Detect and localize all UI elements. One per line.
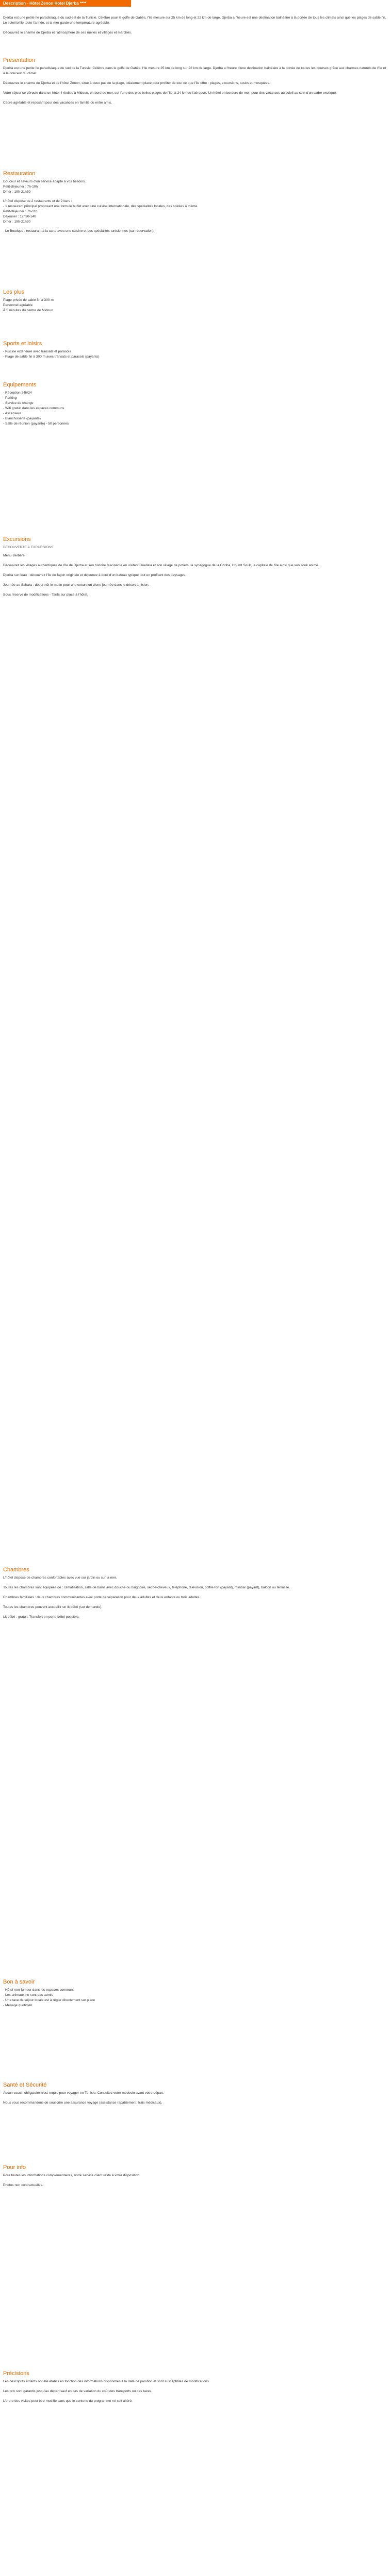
section-title: Précisions [3, 2370, 29, 2377]
list-item: - Salle de réunion (payante) - 50 personnes [3, 422, 69, 426]
paragraph: Découvrez les villages authentiques de l'île de Djerba et son histoire fascinante en visitant Guellala et son village de potiers, la synagogue de la Ghriba, Houmt Souk, la capitale de l'île ainsi que son souk animé. [3, 564, 319, 567]
excursions-section [3, 536, 388, 602]
plus-section [3, 289, 388, 313]
paragraph: Toutes les chambres sont équipées de : climatisation, salle de bains avec douche ou baignoire, sèche-cheveux, téléphone, télévision, coffre-fort (payant), minibar (payant), balcon ou terrasse. [3, 1586, 290, 1589]
list-item: - Une taxe de séjour locale est à régler directement sur place [3, 1998, 95, 2002]
sante-section [3, 2081, 388, 2110]
presentation-section [3, 57, 388, 110]
section-title: Bon à savoir [3, 1979, 35, 1985]
text-line: Déjeuner : 12h30-14h [3, 215, 36, 218]
info-section [3, 2164, 388, 2193]
paragraph: Journée au Sahara : départ tôt le matin pour une excursion d'une journée dans le désert tunisien. [3, 583, 150, 587]
list-item: Personnel agréable [3, 303, 33, 307]
paragraph: Votre séjour se déroule dans un hôtel 4 étoiles à Midoun, en bord de mer, sur l'une des plus belles plages de l'île, à 24 km de l'aéroport. Un hôtel en bordure de mer, pour des vacances au soleil au sein d'un cadre exotique. [3, 91, 337, 95]
list-item: - Ascenseur [3, 412, 21, 415]
restauration-section [3, 170, 388, 234]
list-item: Plage privée de sable fin à 300 m [3, 298, 54, 302]
bon-a-savoir-section [3, 1978, 388, 2008]
section-title: Sports et loisirs [3, 341, 42, 347]
paragraph: Pour toutes les informations complémentaires, notre service client reste à votre disposition. [3, 2174, 140, 2177]
paragraph: Djerba sur l'eau : découvrez l'île de façon originale et déjeunez à bord d'un bateau typique tout en profitant des paysages. [3, 573, 186, 577]
section-title: Pour info [3, 2164, 26, 2171]
text-line: Douceur et saveurs d'un service adapté à vos besoins. [3, 180, 86, 183]
text-line: Petit-déjeuner : 7h-11h [3, 210, 38, 213]
equipements-section [3, 381, 388, 427]
paragraph: L'ordre des visites peut être modifié sans que le contenu du programme ne soit altéré. [3, 2399, 133, 2403]
section-title: Equipements [3, 382, 37, 388]
list-item: - Piscine extérieure avec transats et parasols [3, 350, 71, 353]
list-item: - Hôtel non-fumeur dans les espaces communs [3, 1988, 75, 1992]
paragraph: Djerba est une petite île paradisiaque du sud de la Tunisie. Célèbre dans le golfe de Gabès, l'île mesure 25 km de long sur 22 km de large. Djerba a l'heure d'une destination balnéaire à la portée de toutes les bourses grâce aux charmes naturels de l'île et à la douceur du climat. [3, 66, 386, 75]
text-line: Petit-déjeuner : 7h-10h [3, 185, 38, 189]
text-line: Dîner : 19h-21h30 [3, 190, 31, 194]
paragraph: Les descriptifs et tarifs ont été établis en fonction des informations disponibles à la date de parution et sont susceptibles de modifications. [3, 2380, 210, 2383]
paragraph: Les prix sont garantis jusqu'au départ sauf en cas de variation du coût des transports ou des taxes. [3, 2389, 152, 2393]
paragraph: Photos non contractuelles. [3, 2183, 43, 2187]
paragraph: Lit bébé : gratuit. Transfert en porte-bébé possible. [3, 1615, 79, 1619]
section-title: Santé et Sécurité [3, 2082, 47, 2088]
paragraph: Toutes les chambres peuvent accueillir un lit bébé (sur demande). [3, 1605, 103, 1609]
sports-section [3, 340, 388, 360]
section-title: Présentation [3, 57, 35, 63]
list-item: - Wifi gratuit dans les espaces communs [3, 406, 64, 410]
paragraph: Menu Berbère : [3, 554, 27, 557]
list-item: - Parking [3, 396, 17, 400]
paragraph: Aucun vaccin obligatoire n'est requis pour voyager en Tunisie. Consultez votre médecin avant votre départ. [3, 2091, 165, 2095]
list-item: - Réception 24h/24 [3, 391, 32, 395]
chambres-section [3, 1566, 388, 1624]
list-item: - Service de change [3, 401, 34, 405]
text-line: - Le Boutique : restaurant à la carte avec une cuisine et des spécialités tunisiennes (sur réservation). [3, 229, 155, 233]
list-item: - Les animaux ne sont pas admis [3, 1993, 53, 1997]
section-title: Excursions [3, 536, 31, 543]
intro-paragraph: Djerba est une petite île paradisiaque du sud-est de la Tunisie. Célèbre pour le golfe de Gabès, l'île mesure sur 25 km de long et 22 km de large. Djerba a l'heure est une destination balnéaire à la portée de tous les climats ainsi que les plages de sable fin. Le soleil brille toute l'année, et la mer garde une température agréable. [3, 16, 386, 25]
list-item: - Blanchisserie (payante) [3, 417, 41, 420]
text-line: - 1 restaurant principal proposant une formule buffet avec une cuisine internationale, des spécialités locales, des soirées à thème. [3, 205, 199, 208]
list-item: À 5 minutes du centre de Midoun [3, 309, 53, 312]
list-item: - Plage de sable fin à 300 m avec transats et parasols (payants) [3, 355, 100, 359]
paragraph: Chambres familiales : deux chambres communicantes avec porte de séparation pour deux adultes et deux enfants ou trois adultes. [3, 1596, 201, 1599]
paragraph: Nous vous recommandons de souscrire une assurance voyage (assistance rapatriement, frais médicaux). [3, 2101, 162, 2105]
text-line: L'hôtel dispose de 2 restaurants et de 2 bars : [3, 199, 72, 203]
text-line: Dîner : 19h-21h30 [3, 220, 31, 224]
section-subtitle: DÉCOUVERTE & EXCURSIONS [3, 546, 54, 549]
paragraph: Cadre agréable et reposant pour des vacances en famille ou entre amis. [3, 101, 112, 105]
list-item: - Ménage quotidien [3, 2004, 32, 2007]
paragraph: Découvrez le charme de Djerba et de l'hôtel Zenon, situé à deux pas de la plage, idéalement placé pour profiter de tout ce que l'île offre : plages, excursions, souks et mosquées. [3, 81, 270, 85]
intro-paragraph: Découvrez le charme de Djerba et l'atmosphère de ses ruelles et villages et marchés. [3, 31, 132, 35]
section-title: Les plus [3, 289, 24, 295]
section-title: Chambres [3, 1567, 29, 1573]
page-title-banner: Description - Hôtel Zenon Hotel Djerba **** [0, 0, 131, 7]
section-title: Restauration [3, 171, 36, 177]
intro-section [3, 15, 388, 40]
paragraph: Sous réserve de modifications - Tarifs sur place à l'hôtel. [3, 593, 88, 597]
paragraph: L'hôtel dispose de chambres confortables avec vue sur jardin ou sur la mer. [3, 1576, 117, 1580]
precisions-section [3, 2370, 388, 2409]
